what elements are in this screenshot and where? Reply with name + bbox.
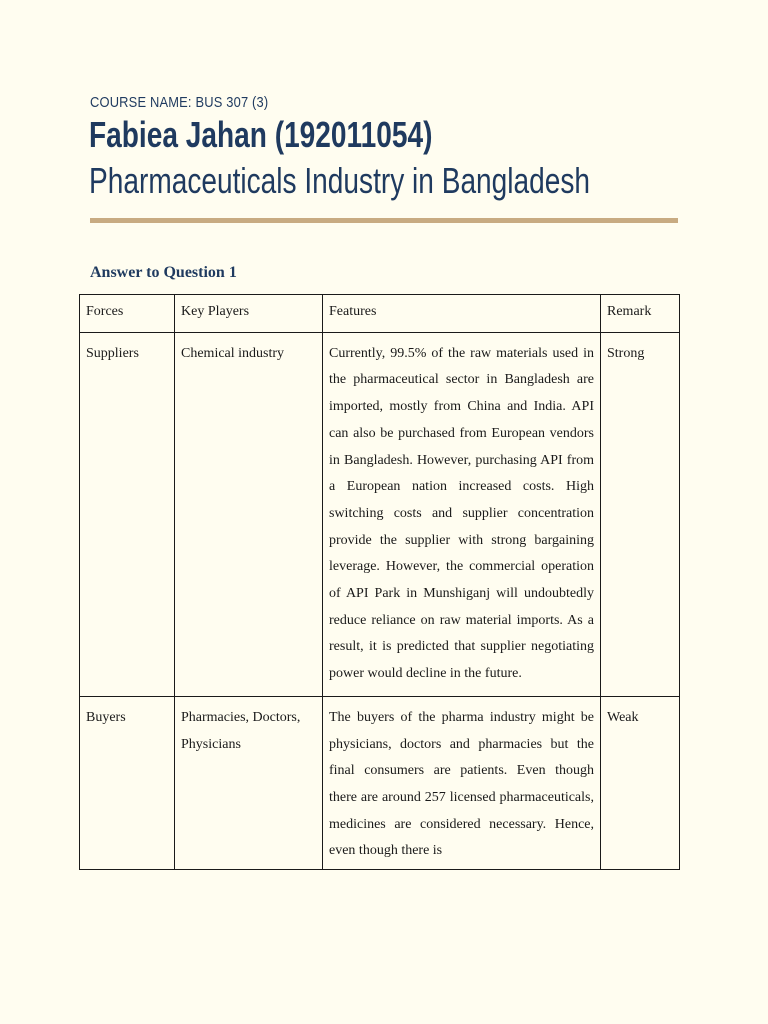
column-header-forces: Forces	[80, 295, 175, 333]
cell-remark-text: Weak	[607, 709, 639, 725]
cell-force	[80, 696, 175, 869]
author-name: Fabiea Jahan (192011054)	[89, 114, 433, 155]
cell-key-players-text: Pharmacies, Doctors, Physicians	[181, 709, 301, 752]
column-header-key-players: Key Players	[175, 295, 323, 333]
porter-forces-table	[79, 294, 680, 870]
cell-key-players	[175, 696, 323, 869]
course-name: COURSE NAME: BUS 307 (3)	[90, 94, 269, 111]
cell-key-players: Chemical industry	[175, 332, 323, 696]
column-header-remark: Remark	[601, 295, 680, 333]
section-heading: Answer to Question 1	[90, 264, 237, 281]
cell-remark	[601, 696, 680, 869]
table-header-row	[80, 295, 680, 333]
title-divider	[90, 218, 678, 223]
cell-force-text: Buyers	[86, 709, 126, 725]
cell-features-text: The buyers of the pharma industry might be physicians, doctors and pharmacies but the final consumers are patients. Even though there are around 257 licensed pharmaceuticals, medicines are considered necessary. Hence, even though there is	[329, 709, 594, 859]
table-row-suppliers	[80, 332, 680, 696]
cell-remark: Strong	[601, 332, 680, 696]
column-header-features: Features	[323, 295, 601, 333]
document-title: Pharmaceuticals Industry in Bangladesh	[89, 160, 591, 201]
cell-features	[323, 696, 601, 869]
table-row-buyers	[80, 696, 680, 869]
cell-features: Currently, 99.5% of the raw materials used in the pharmaceutical sector in Bangladesh are imported, mostly from China and India. API can also be purchased from European vendors in Bangladesh. However, purchasing API from a European nation increased costs. High switching costs and supplier concentration provide the supplier with strong bargaining leverage. However, the commercial operation of API Park in Munshiganj will undoubtedly reduce reliance on raw material imports. As a result, it is predicted that supplier negotiating power would decline in the future.	[323, 332, 601, 696]
cell-force: Suppliers	[80, 332, 175, 696]
